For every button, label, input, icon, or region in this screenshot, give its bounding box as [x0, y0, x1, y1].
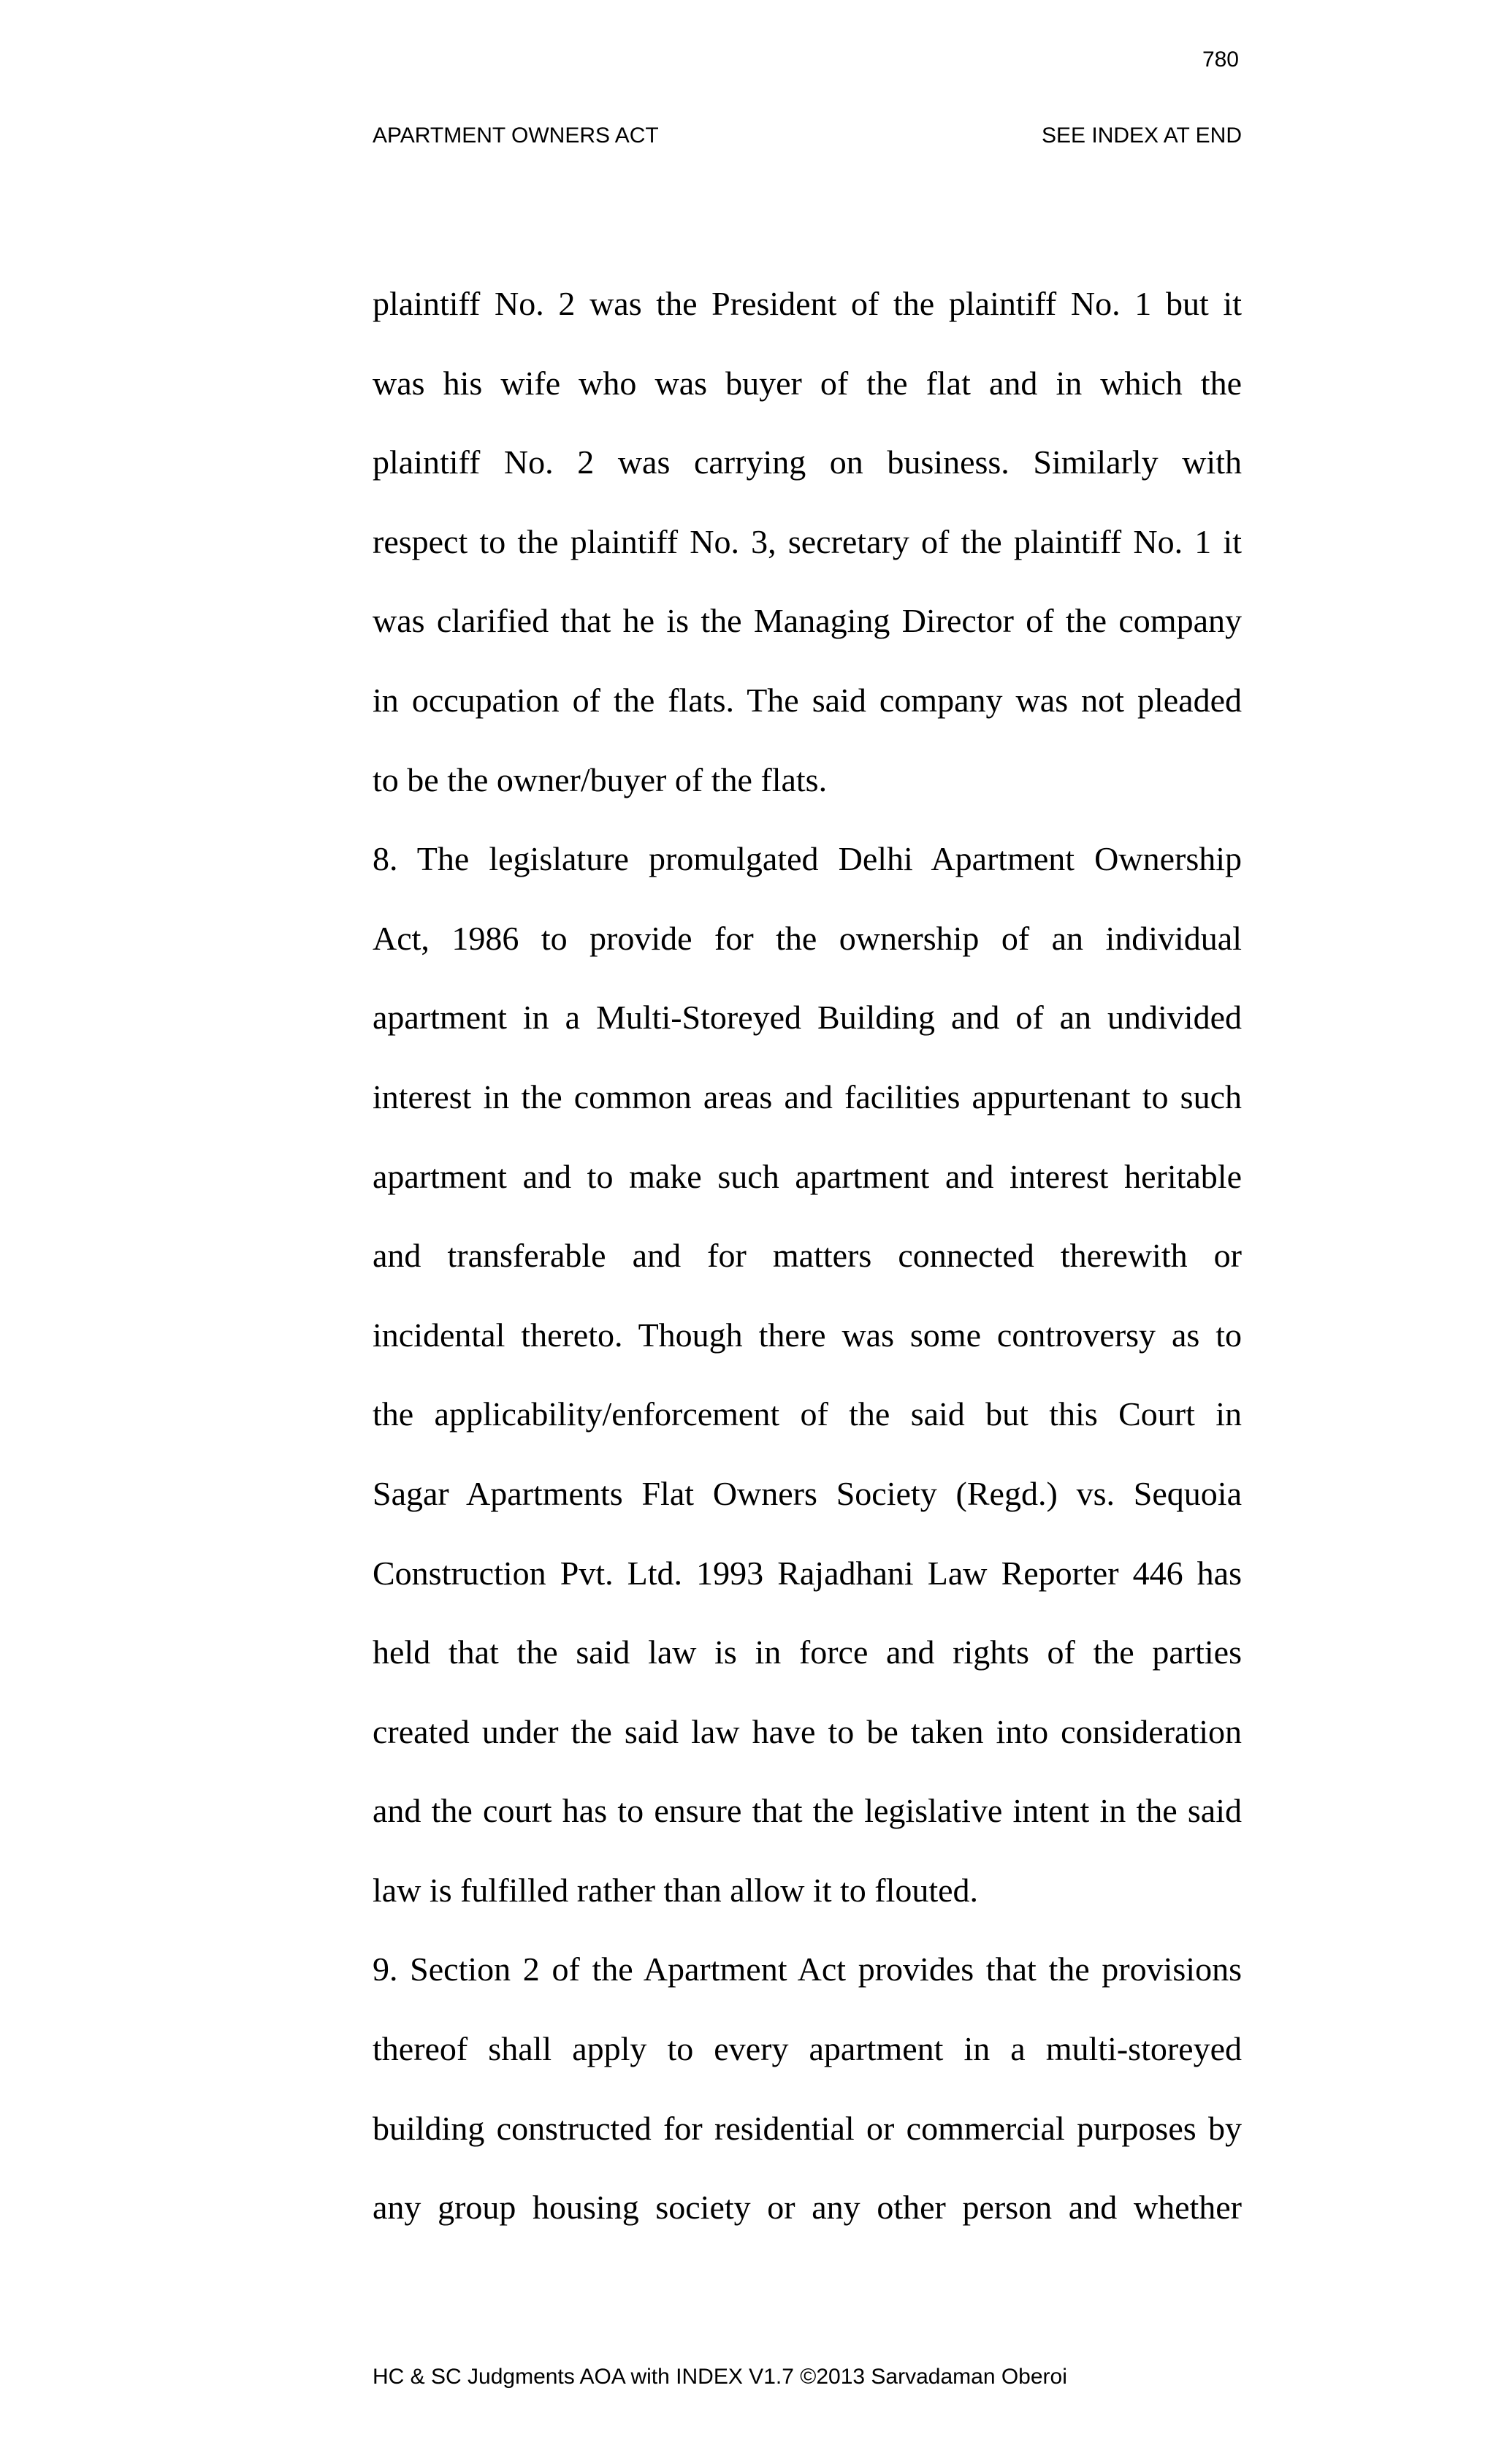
text-line: Construction Pvt. Ltd. 1993 Rajadhani Law Reporter 446 has: [373, 1554, 1242, 1592]
text-line: 9. Section 2 of the Apartment Act provides that the provisions: [373, 1950, 1242, 1988]
header-index-note: SEE INDEX AT END: [1042, 123, 1242, 148]
header-title: APARTMENT OWNERS ACT: [373, 123, 659, 148]
text-line: law is fulfilled rather than allow it to flouted.: [373, 1871, 979, 1909]
text-line: held that the said law is in force and rights of the parties: [373, 1633, 1242, 1671]
text-line: building constructed for residential or commercial purposes by: [373, 2109, 1242, 2147]
text-line: respect to the plaintiff No. 3, secretary of the plaintiff No. 1 it: [373, 522, 1242, 560]
text-line: to be the owner/buyer of the flats.: [373, 760, 828, 798]
body-text: [373, 264, 1242, 2248]
text-line: Act, 1986 to provide for the ownership of an individual: [373, 919, 1242, 957]
running-header: [373, 123, 1242, 149]
text-line: plaintiff No. 2 was carrying on business. Similarly with: [373, 443, 1242, 481]
page-footer: HC & SC Judgments AOA with INDEX V1.7 ©2013 Sarvadaman Oberoi: [373, 2365, 1067, 2389]
text-line: incidental thereto. Though there was some controversy as to: [373, 1316, 1242, 1354]
text-line: any group housing society or any other person and whether: [373, 2189, 1242, 2227]
text-line: in occupation of the flats. The said company was not pleaded: [373, 681, 1242, 719]
text-line: plaintiff No. 2 was the President of the plaintiff No. 1 but it: [373, 285, 1242, 322]
text-line: apartment in a Multi-Storeyed Building and of an undivided: [373, 999, 1242, 1037]
text-line: thereof shall apply to every apartment in a multi-storeyed: [373, 2030, 1242, 2068]
text-line: was his wife who was buyer of the flat and in which the: [373, 364, 1242, 402]
text-line: the applicability/enforcement of the said but this Court in: [373, 1395, 1242, 1433]
text-line: was clarified that he is the Managing Director of the company: [373, 602, 1242, 640]
text-line: created under the said law have to be taken into consideration: [373, 1712, 1242, 1750]
text-line: interest in the common areas and facilities appurtenant to such: [373, 1077, 1242, 1115]
page-number: 780: [1202, 47, 1239, 72]
text-line: Sagar Apartments Flat Owners Society (Regd.) vs. Sequoia: [373, 1474, 1242, 1512]
text-line: 8. The legislature promulgated Delhi Apartment Ownership: [373, 840, 1242, 878]
text-line: and the court has to ensure that the legislative intent in the said: [373, 1792, 1242, 1830]
text-line: and transferable and for matters connected therewith or: [373, 1237, 1242, 1275]
text-line: apartment and to make such apartment and interest heritable: [373, 1157, 1242, 1195]
